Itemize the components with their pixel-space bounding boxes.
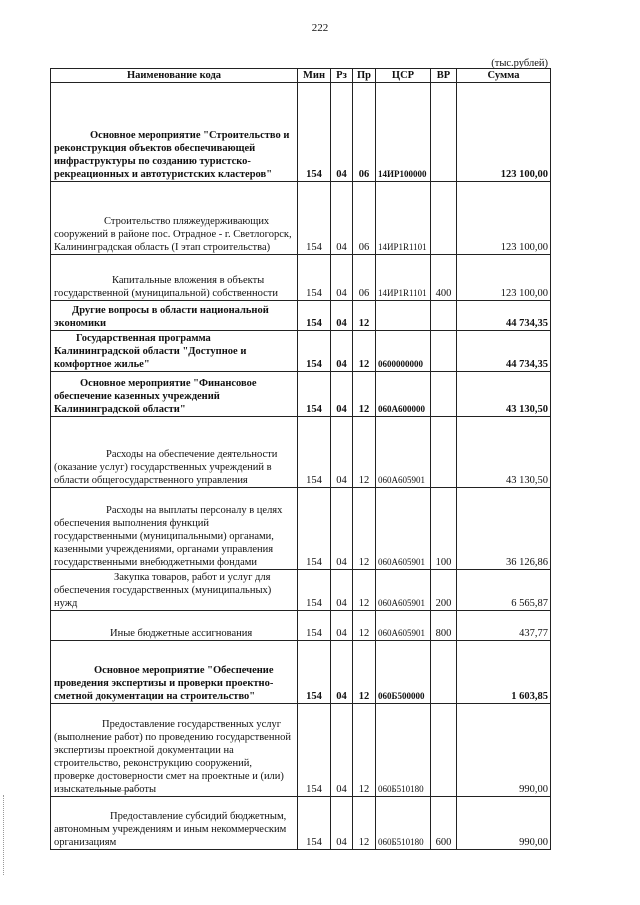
cell-rz: 04 xyxy=(331,331,353,372)
cell-rz: 04 xyxy=(331,301,353,331)
cell-vr xyxy=(431,182,457,255)
cell-rz: 04 xyxy=(331,570,353,611)
cell-vr: 600 xyxy=(431,797,457,850)
table-row xyxy=(51,570,551,611)
cell-sum: 6 565,87 xyxy=(457,570,551,611)
cell-sum: 990,00 xyxy=(457,797,551,850)
cell-csr: 0600000000 xyxy=(376,331,431,372)
column-header-csr: ЦСР xyxy=(376,69,431,83)
scan-edge-mark xyxy=(3,795,5,875)
table-row xyxy=(51,372,551,417)
cell-pr: 12 xyxy=(353,488,376,570)
cell-rz: 04 xyxy=(331,797,353,850)
table-row xyxy=(51,255,551,301)
table-row xyxy=(51,83,551,182)
cell-rz: 04 xyxy=(331,182,353,255)
table-row xyxy=(51,182,551,255)
cell-rz: 04 xyxy=(331,417,353,488)
cell-csr: 060А605901 xyxy=(376,417,431,488)
cell-rz: 04 xyxy=(331,704,353,797)
cell-min: 154 xyxy=(298,372,331,417)
cell-csr: 060Б500000 xyxy=(376,641,431,704)
cell-pr: 06 xyxy=(353,255,376,301)
cell-rz: 04 xyxy=(331,83,353,182)
cell-sum: 44 734,35 xyxy=(457,331,551,372)
cell-min: 154 xyxy=(298,641,331,704)
cell-min: 154 xyxy=(298,83,331,182)
cell-pr: 12 xyxy=(353,417,376,488)
cell-pr: 12 xyxy=(353,331,376,372)
units-label: (тыс.рублей) xyxy=(491,58,548,69)
cell-pr: 12 xyxy=(353,301,376,331)
cell-name: Основное мероприятие "Строительство и реконструкция объектов обеспечивающей инфраструктуры по созданию туристско-рекреационных и автотуристских кластеров" xyxy=(51,83,298,182)
cell-name: Строительство пляжеудерживающих сооружений в районе пос. Отрадное - г. Светлогорск, Калининградская область (I этап строительства) xyxy=(51,182,298,255)
cell-vr: 100 xyxy=(431,488,457,570)
cell-name: Иные бюджетные ассигнования xyxy=(51,611,298,641)
cell-csr: 14ИР1R1101 xyxy=(376,182,431,255)
cell-min: 154 xyxy=(298,255,331,301)
cell-pr: 12 xyxy=(353,611,376,641)
cell-sum: 123 100,00 xyxy=(457,255,551,301)
cell-name: Капитальные вложения в объекты государственной (муниципальной) собственности xyxy=(51,255,298,301)
budget-table xyxy=(50,68,551,850)
cell-rz: 04 xyxy=(331,255,353,301)
cell-sum: 43 130,50 xyxy=(457,372,551,417)
cell-sum: 43 130,50 xyxy=(457,417,551,488)
table-row xyxy=(51,331,551,372)
cell-pr: 12 xyxy=(353,797,376,850)
table-row xyxy=(51,301,551,331)
cell-pr: 12 xyxy=(353,570,376,611)
cell-vr xyxy=(431,301,457,331)
cell-csr: 060А605901 xyxy=(376,488,431,570)
table-row xyxy=(51,704,551,797)
cell-sum: 44 734,35 xyxy=(457,301,551,331)
cell-min: 154 xyxy=(298,797,331,850)
cell-vr: 400 xyxy=(431,255,457,301)
column-header-name: Наименование кода xyxy=(51,69,298,83)
cell-pr: 12 xyxy=(353,372,376,417)
cell-vr xyxy=(431,417,457,488)
cell-min: 154 xyxy=(298,182,331,255)
cell-min: 154 xyxy=(298,611,331,641)
cell-csr: 060Б510180 xyxy=(376,797,431,850)
cell-rz: 04 xyxy=(331,641,353,704)
cell-name: Основное мероприятие "Обеспечение проведения экспертизы и проверки проектно-сметной документации на строительство" xyxy=(51,641,298,704)
cell-vr xyxy=(431,641,457,704)
column-header-rz: Рз xyxy=(331,69,353,83)
column-header-min: Мин xyxy=(298,69,331,83)
cell-min: 154 xyxy=(298,570,331,611)
cell-name: Закупка товаров, работ и услуг для обеспечения государственных (муниципальных) нужд xyxy=(51,570,298,611)
cell-csr xyxy=(376,301,431,331)
cell-sum: 36 126,86 xyxy=(457,488,551,570)
table-header-row xyxy=(51,69,551,83)
table-row xyxy=(51,797,551,850)
cell-csr: 060А605901 xyxy=(376,611,431,641)
cell-sum: 123 100,00 xyxy=(457,182,551,255)
cell-csr: 060А600000 xyxy=(376,372,431,417)
column-header-sum: Сумма xyxy=(457,69,551,83)
cell-pr: 12 xyxy=(353,704,376,797)
cell-name: Расходы на обеспечение деятельности (оказание услуг) государственных учреждений в области общегосударственного управления xyxy=(51,417,298,488)
cell-vr xyxy=(431,331,457,372)
page-number: 222 xyxy=(311,22,329,34)
cell-sum: 1 603,85 xyxy=(457,641,551,704)
column-header-vr: ВР xyxy=(431,69,457,83)
cell-min: 154 xyxy=(298,331,331,372)
cell-min: 154 xyxy=(298,704,331,797)
table-row xyxy=(51,641,551,704)
cell-csr: 14ИР1R1101 xyxy=(376,255,431,301)
cell-name: Расходы на выплаты персоналу в целях обеспечения выполнения функций государственными (муниципальными) органами, казенными учреждениями, органами управления государственными внебюджетными фондами xyxy=(51,488,298,570)
cell-vr: 800 xyxy=(431,611,457,641)
table-row xyxy=(51,611,551,641)
cell-min: 154 xyxy=(298,417,331,488)
cell-sum: 990,00 xyxy=(457,704,551,797)
cell-name: Предоставление государственных услуг (выполнение работ) по проведению государственной экспертизы проектной документации на строительство, реконструкцию сооружений, проверке достоверности смет на проектные и (или) изыскательные работы xyxy=(51,704,298,797)
cell-name: Другие вопросы в области национальной экономики xyxy=(51,301,298,331)
cell-csr: 060Б510180 xyxy=(376,704,431,797)
cell-vr: 200 xyxy=(431,570,457,611)
cell-sum: 123 100,00 xyxy=(457,83,551,182)
cell-sum: 437,77 xyxy=(457,611,551,641)
cell-min: 154 xyxy=(298,301,331,331)
cell-vr xyxy=(431,704,457,797)
cell-csr: 060А605901 xyxy=(376,570,431,611)
cell-pr: 06 xyxy=(353,182,376,255)
cell-rz: 04 xyxy=(331,372,353,417)
cell-name: Основное мероприятие "Финансовое обеспечение казенных учреждений Калининградской области" xyxy=(51,372,298,417)
cell-vr xyxy=(431,372,457,417)
table-row xyxy=(51,488,551,570)
column-header-pr: Пр xyxy=(353,69,376,83)
cell-min: 154 xyxy=(298,488,331,570)
cell-rz: 04 xyxy=(331,488,353,570)
cell-vr xyxy=(431,83,457,182)
table-row xyxy=(51,417,551,488)
cell-name: Государственная программа Калининградской области "Доступное и комфортное жилье" xyxy=(51,331,298,372)
cell-csr: 14ИР100000 xyxy=(376,83,431,182)
cell-rz: 04 xyxy=(331,611,353,641)
cell-name: Предоставление субсидий бюджетным, автономным учреждениям и иным некоммерческим организациям xyxy=(51,797,298,850)
cell-pr: 06 xyxy=(353,83,376,182)
cell-pr: 12 xyxy=(353,641,376,704)
